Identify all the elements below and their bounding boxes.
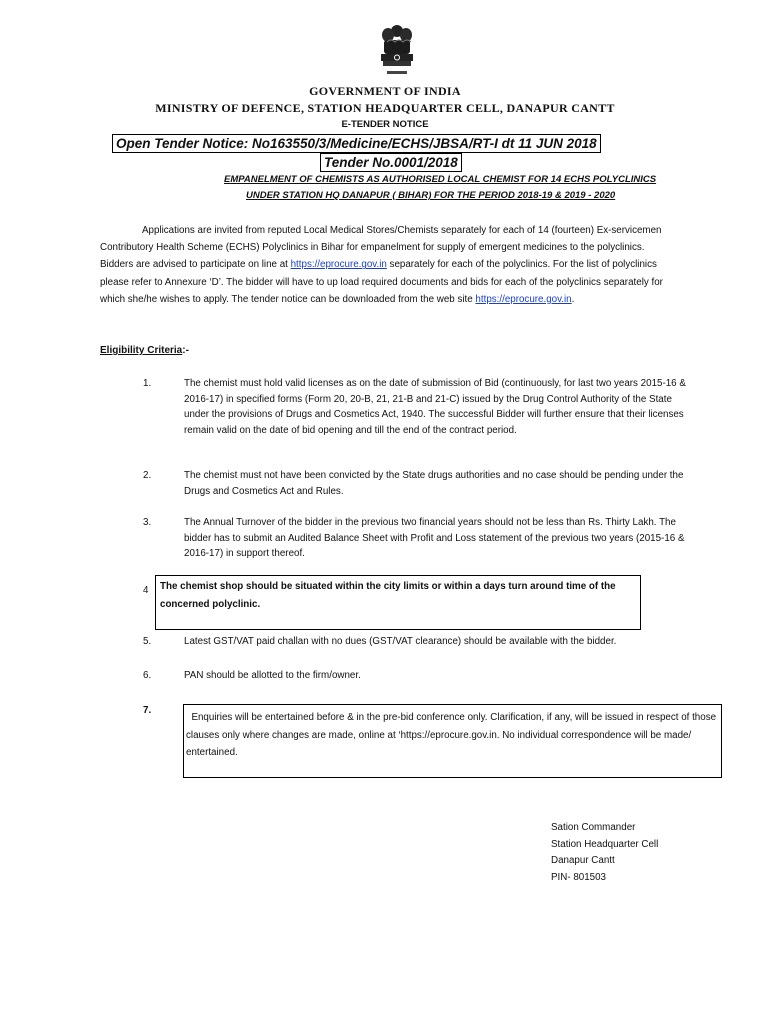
etender-heading: E-TENDER NOTICE bbox=[341, 119, 429, 130]
criteria-text: The Annual Turnover of the bidder in the previous two financial years should not be less than Rs. Thirty Lakh. The bidder has to submit an Audited Balance Sheet with Profit and Loss statement of the previous two years (2015-16 & 2016-17) in support thereof. bbox=[184, 517, 685, 559]
tender-number: Tender No.0001/2018 bbox=[320, 153, 462, 172]
criteria-item bbox=[184, 376, 696, 438]
subject-line-2: UNDER STATION HQ DANAPUR ( BIHAR) FOR THE PERIOD 2018-19 & 2019 - 2020 bbox=[246, 190, 616, 201]
criteria-item bbox=[184, 668, 696, 684]
intro-text-a: Applications are invited from reputed Local Medical Stores/Chemists separately for each of 14 (fourteen) Ex-servicemen Contributory Health Scheme (ECHS) Polyclinics in Bihar for empanelment for supply of emergent medicines to the polyclinics. Bidders are advised to participate on line at bbox=[100, 225, 662, 271]
subject-line-1: EMPANELMENT OF CHEMISTS AS AUTHORISED LOCAL CHEMIST FOR 14 ECHS POLYCLINICS bbox=[224, 174, 657, 185]
signatory-title: Sation Commander bbox=[551, 822, 636, 833]
item-number: 6. bbox=[143, 670, 152, 681]
criteria-item-boxed bbox=[155, 575, 641, 630]
government-title: GOVERNMENT OF INDIA bbox=[309, 84, 461, 98]
criteria-text: Latest GST/VAT paid challan with no dues (GST/VAT clearance) should be available with the bidder. bbox=[184, 636, 617, 647]
eprocure-link-2[interactable]: https://eprocure.gov.in bbox=[475, 293, 572, 305]
criteria-item-boxed bbox=[183, 704, 722, 778]
criteria-text: The chemist shop should be situated within the city limits or within a days turn around time of the concerned polyclinic. bbox=[160, 581, 616, 610]
item-number: 1. bbox=[143, 378, 152, 389]
eligibility-heading-text: Eligibility Criteria bbox=[100, 345, 183, 356]
criteria-item bbox=[184, 468, 696, 499]
criteria-text: The chemist must not have been convicted by the State drugs authorities and no case should be pending under the Drugs and Cosmetics Act and Rules. bbox=[184, 470, 684, 497]
intro-text-c: . bbox=[571, 293, 575, 305]
ministry-title: MINISTRY OF DEFENCE, STATION HEADQUARTER CELL, DANAPUR CANTT bbox=[155, 101, 615, 115]
intro-paragraph bbox=[100, 222, 680, 308]
criteria-text: Enquiries will be entertained before & in the pre-bid conference only. Clarification, if any, will be issued in respect of those clauses only where changes are made, online at ‘https://eprocure.gov.in. No individual correspondence will be made/ entertained. bbox=[186, 712, 719, 758]
criteria-item bbox=[184, 634, 696, 650]
criteria-text: The chemist must hold valid licenses as on the date of submission of Bid (continuously, for last two years 2015-16 & 2016-17) in specified forms (Form 20, 20-B, 21, 21-B and 21-C) issued by the Drug Control Authority of the State under the provisions of Drugs and Cosmetics Act, 1940. The successful Bidder will further ensure that their licenses remain valid on the date of bid opening and till the end of the contract period. bbox=[184, 378, 686, 436]
criteria-text: PAN should be allotted to the firm/owner. bbox=[184, 670, 361, 681]
signatory-pin: PIN- 801503 bbox=[551, 871, 607, 883]
intro-text-b: separately for each of the polyclinics. For the list of polyclinics please refer to Annexure ‘D’. The bidder will have to up load required documents and bids for each of the polyclinics separately for which she/he wishes to apply. The tender notice can be downloaded from the web site bbox=[100, 259, 663, 305]
signatory-office: Station Headquarter Cell bbox=[551, 838, 659, 850]
state-emblem-icon bbox=[375, 22, 419, 80]
item-number: 5. bbox=[143, 636, 152, 647]
eligibility-heading bbox=[100, 345, 189, 356]
open-tender-notice-number: Open Tender Notice: No163550/3/Medicine/ECHS/JBSA/RT-I dt 11 JUN 2018 bbox=[112, 134, 601, 153]
item-number: 2. bbox=[143, 470, 152, 481]
item-number: 4 bbox=[143, 585, 149, 596]
eligibility-heading-suffix: :- bbox=[182, 345, 189, 356]
criteria-item bbox=[184, 515, 696, 562]
item-number: 3. bbox=[143, 517, 152, 528]
eprocure-link[interactable]: https://eprocure.gov.in bbox=[290, 259, 387, 271]
signature-block bbox=[551, 820, 658, 886]
signatory-location: Danapur Cantt bbox=[551, 855, 615, 866]
item-number: 7. bbox=[143, 705, 152, 716]
